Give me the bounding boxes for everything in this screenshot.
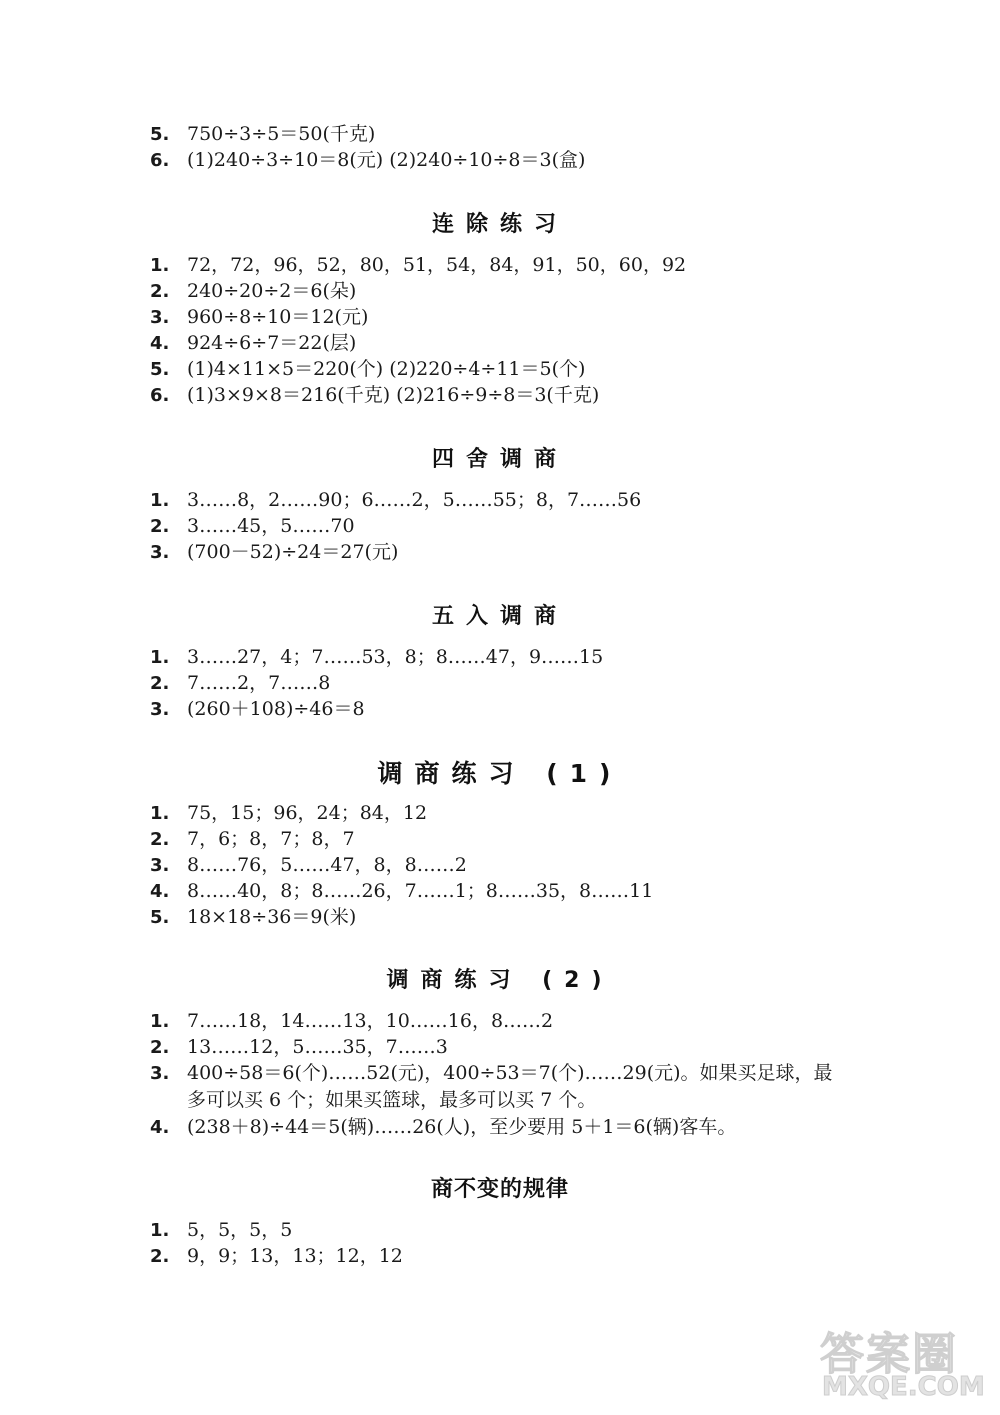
item-text: (1)4×11×5＝220(个) (2)220÷4÷11＝5(个)	[187, 358, 586, 380]
item-text: (1)240÷3÷10＝8(元) (2)240÷10÷8＝3(盒)	[187, 149, 586, 171]
watermark-logo: 答案圈	[820, 1329, 958, 1380]
answer-line	[150, 253, 686, 278]
item-text: (1)3×9×8＝216(千克) (2)216÷9÷8＝3(千克)	[187, 384, 600, 406]
item-number: 6.	[150, 385, 170, 406]
item-number: 2.	[150, 281, 170, 302]
answer-line	[150, 827, 355, 852]
item-number: 5.	[150, 907, 170, 928]
answer-line	[150, 514, 355, 539]
item-number: 2.	[150, 1246, 170, 1267]
item-text: 5，5，5，5	[187, 1219, 293, 1241]
answer-line	[150, 801, 427, 826]
item-number: 2.	[150, 673, 170, 694]
item-number: 4.	[150, 881, 170, 902]
answer-line	[150, 1009, 553, 1034]
item-number: 3.	[150, 1063, 170, 1084]
item-number: 3.	[150, 699, 170, 720]
section-title: 调商练习 (1)	[377, 759, 623, 788]
section-title: 商不变的规律	[430, 1177, 569, 1202]
answer-line-continuation: 多可以买 6 个；如果买篮球，最多可以买 7 个。	[187, 1089, 597, 1111]
answer-line	[150, 1061, 833, 1086]
item-text: 9，9；13，13；12，12	[187, 1245, 403, 1267]
item-text: 8……76，5……47，8，8……2	[187, 854, 467, 876]
answer-line	[150, 148, 585, 173]
section-title: 调商练习 (2)	[386, 968, 614, 993]
answer-line	[150, 279, 356, 304]
item-text: (700－52)÷24＝27(元)	[187, 541, 399, 563]
item-number: 5.	[150, 124, 170, 145]
item-text: 924÷6÷7＝22(层)	[187, 332, 357, 354]
item-number: 1.	[150, 1011, 170, 1032]
item-text: 72，72，96，52，80，51，54，84，91，50，60，92	[187, 254, 687, 276]
item-number: 1.	[150, 803, 170, 824]
item-text: 13……12，5……35，7……3	[187, 1036, 448, 1058]
section-title: 连除练习	[431, 212, 568, 237]
item-text: 75，15；96，24；84，12	[187, 802, 428, 824]
section-title: 五入调商	[431, 604, 568, 629]
item-text: (238＋8)÷44＝5(辆)……26(人)，至少要用 5＋1＝6(辆)客车。	[187, 1116, 737, 1138]
item-number: 1.	[150, 1220, 170, 1241]
answer-line	[150, 488, 641, 513]
item-text: 240÷20÷2＝6(朵)	[187, 280, 357, 302]
answer-line	[150, 540, 398, 565]
item-number: 2.	[150, 1037, 170, 1058]
item-number: 1.	[150, 647, 170, 668]
answer-line	[150, 879, 653, 904]
item-text: 960÷8÷10＝12(元)	[187, 306, 369, 328]
item-number: 3.	[150, 307, 170, 328]
item-number: 1.	[150, 490, 170, 511]
answer-line	[150, 305, 368, 330]
item-number: 6.	[150, 150, 170, 171]
item-number: 2.	[150, 829, 170, 850]
item-text: 400÷58＝6(个)……52(元)，400÷53＝7(个)……29(元)。如果买足球，最	[187, 1062, 833, 1084]
section-title: 四舍调商	[431, 447, 568, 472]
answer-line	[150, 1244, 403, 1269]
answer-line	[150, 1218, 292, 1243]
item-number: 1.	[150, 255, 170, 276]
item-number: 5.	[150, 359, 170, 380]
item-number: 4.	[150, 1117, 170, 1138]
item-text: 7……18，14……13，10……16，8……2	[187, 1010, 554, 1032]
answer-line	[150, 1115, 736, 1140]
answer-line	[150, 697, 365, 722]
item-number: 2.	[150, 516, 170, 537]
item-text: 7……2，7……8	[187, 672, 331, 694]
answer-line	[150, 331, 356, 356]
item-text: 3……8，2……90；6……2，5……55；8，7……56	[187, 489, 642, 511]
item-text: 7，6；8，7；8，7	[187, 828, 355, 850]
item-text: 3……27，4；7……53，8；8……47，9……15	[187, 646, 604, 668]
item-number: 3.	[150, 855, 170, 876]
watermark-url: MXQE.COM	[822, 1372, 985, 1402]
item-number: 4.	[150, 333, 170, 354]
answer-line	[150, 383, 599, 408]
item-text: 750÷3÷5＝50(千克)	[187, 123, 376, 145]
item-text: 3……45，5……70	[187, 515, 355, 537]
answer-line	[150, 645, 603, 670]
answer-line	[150, 671, 330, 696]
item-number: 3.	[150, 542, 170, 563]
item-text: 18×18÷36＝9(米)	[187, 906, 357, 928]
answer-line	[150, 853, 467, 878]
answer-line	[150, 905, 356, 930]
answer-line	[150, 122, 375, 147]
item-text: (260＋108)÷46＝8	[187, 698, 365, 720]
item-text: 8……40，8；8……26，7……1；8……35，8……11	[187, 880, 654, 902]
watermark	[820, 1318, 990, 1408]
answer-line	[150, 357, 585, 382]
answer-line	[150, 1035, 448, 1060]
